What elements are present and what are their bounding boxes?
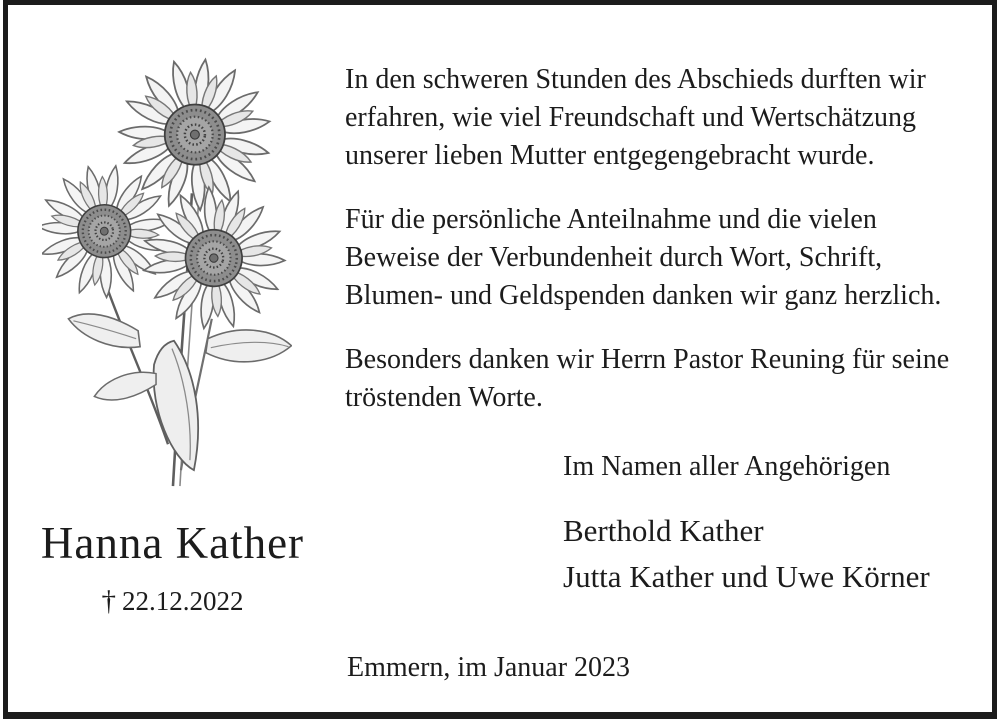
paragraph-line: Für die persönliche Anteilnahme und die vielen [345,204,877,235]
sunflower-illustration [42,44,292,502]
paragraph-line: tröstenden Worte. [345,382,543,413]
condolence-paragraph [345,201,965,315]
closing-line: Im Namen aller Angehörigen [563,451,891,482]
signature-name: Berthold Kather [563,513,764,548]
condolence-paragraph [345,341,965,417]
paragraph-line: erfahren, wie viel Freundschaft und Wertschätzung [345,102,917,133]
deceased-name: Hanna Kather [40,518,305,568]
death-date-line [25,585,320,617]
paragraph-line: unserer lieben Mutter entgegengebracht wurde. [345,140,875,171]
paragraph-line: Beweise der Verbundenheit durch Wort, Schrift, [345,242,883,273]
condolence-paragraph [345,61,965,175]
paragraph-line: Blumen- und Geldspenden danken wir ganz herzlich. [345,280,942,311]
paragraph-line: Besonders danken wir Herrn Pastor Reuning für seine [345,344,950,375]
condolence-text [345,61,965,443]
paragraph-line: In den schweren Stunden des Abschieds durften wir [345,64,926,95]
deceased-block [25,518,320,617]
death-date: 22.12.2022 [122,586,244,616]
signature-name: Jutta Kather und Uwe Körner [563,559,930,594]
dagger-icon: † [101,585,116,617]
place-date-line: Emmern, im Januar 2023 [347,652,631,683]
signature-block [563,508,930,600]
